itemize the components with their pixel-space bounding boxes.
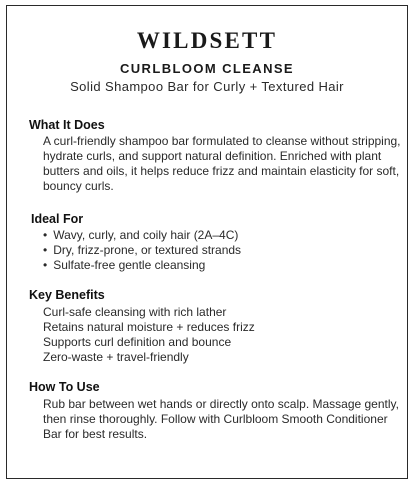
key-benefits-heading: Key Benefits xyxy=(29,288,105,302)
list-item: • Sulfate-free gentle cleansing xyxy=(43,258,241,273)
product-tagline: Solid Shampoo Bar for Curly + Textured Hair xyxy=(70,79,344,94)
list-item: Retains natural moisture + reduces frizz xyxy=(43,320,255,334)
ideal-for-heading: Ideal For xyxy=(31,212,84,226)
list-item: • Dry, frizz-prone, or textured strands xyxy=(43,243,241,258)
ideal-for-list xyxy=(43,228,241,273)
product-label-card xyxy=(6,5,408,479)
list-item: Curl-safe cleansing with rich lather xyxy=(43,305,227,319)
what-it-does-text: A curl-friendly shampoo bar formulated to cleanse without stripping, hydrate curls, and support natural definition. Enriched with plant butters and oils, it helps reduce frizz and maintain elasticity for soft, bouncy curls. xyxy=(43,134,401,193)
list-item: • Wavy, curly, and coily hair (2A–4C) xyxy=(43,228,241,243)
brand-name: WILDSETT xyxy=(136,28,278,53)
key-benefits-list xyxy=(43,305,403,365)
list-item: Zero-waste + travel-friendly xyxy=(43,350,189,364)
how-to-use-text: Rub bar between wet hands or directly onto scalp. Massage gently, then rinse thoroughly. Follow with Curlbloom Smooth Conditioner Bar for best results. xyxy=(43,397,399,441)
what-it-does-heading: What It Does xyxy=(29,118,105,132)
list-item: Supports curl definition and bounce xyxy=(43,335,232,349)
product-name: CURLBLOOM CLEANSE xyxy=(119,61,295,76)
how-to-use-heading: How To Use xyxy=(29,380,100,394)
